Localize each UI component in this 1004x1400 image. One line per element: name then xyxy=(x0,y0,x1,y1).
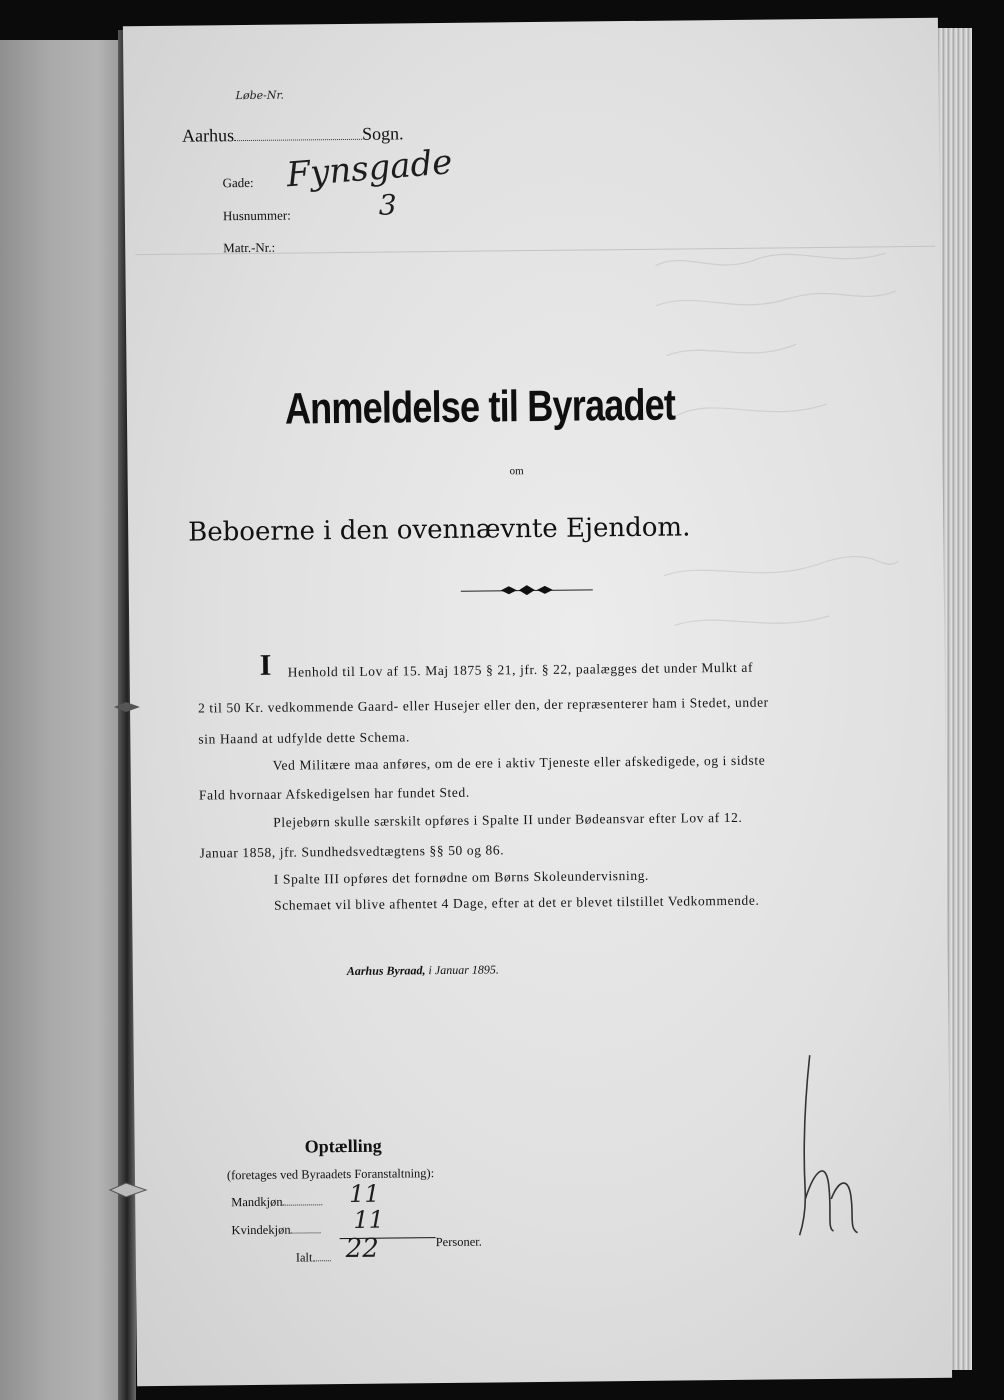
body-line-1: Henhold til Lov af 15. Maj 1875 § 21, jfr. § 22, paalægges det under Mulkt af xyxy=(287,659,754,680)
male-dots xyxy=(283,1204,323,1205)
female-row xyxy=(231,1222,320,1238)
lobe-nr-label: Løbe-Nr. xyxy=(235,88,285,103)
total-value: 22 xyxy=(345,1233,379,1265)
initials-scribble-icon xyxy=(786,1049,868,1240)
house-number-label: Husnummer: xyxy=(222,207,291,224)
bleed-through-text xyxy=(645,243,909,671)
page-subtitle: Beboerne i den ovennævnte Ejendom. xyxy=(188,512,691,548)
body-line-9: Schemaet vil blive afhentet 4 Dage, efter at det er blevet tilstillet Vedkommende. xyxy=(274,892,760,913)
street-label: Gade: xyxy=(222,174,254,191)
body-line-8: I Spalte III opføres det fornødne om Børns Skoleundervisning. xyxy=(273,867,650,887)
male-value: 11 xyxy=(348,1179,380,1208)
count-note: (foretages ved Byraadets Foranstaltning): xyxy=(226,1166,435,1183)
female-value: 11 xyxy=(353,1205,385,1234)
body-line-4: Ved Militære maa anføres, om de ere i aktiv Tjeneste eller afskedigede, og i sidste xyxy=(272,752,766,773)
parish-blank xyxy=(234,139,362,141)
body-line-3: sin Haand at udfylde dette Schema. xyxy=(198,729,411,747)
city-name: Aarhus xyxy=(181,125,235,146)
house-number-value: 3 xyxy=(378,188,397,222)
matr-nr-label: Matr.-Nr.: xyxy=(223,239,276,256)
binding-clip-icon xyxy=(108,1182,148,1198)
parish-label: Sogn. xyxy=(361,123,404,144)
female-label: Kvindekjøn xyxy=(231,1222,291,1238)
male-row xyxy=(231,1194,323,1210)
female-dots xyxy=(291,1232,321,1233)
street-value: Fynsgade xyxy=(285,142,454,196)
count-heading: Optælling xyxy=(304,1135,382,1157)
total-label: Ialt xyxy=(295,1250,313,1265)
male-label: Mandkjøn xyxy=(231,1194,283,1210)
total-row xyxy=(296,1250,331,1265)
ornament-diamond-icon xyxy=(501,585,553,596)
om-label: om xyxy=(509,465,524,478)
body-line-2: 2 til 50 Kr. vedkommende Gaard- eller Husejer eller den, der repræsenterer ham i Stedet, under xyxy=(197,694,769,716)
body-line-7: Januar 1858, jfr. Sundhedsvedtægtens §§ 50 og 86. xyxy=(199,842,505,861)
signature-date: i Januar 1895. xyxy=(428,962,499,978)
authority-signature xyxy=(347,962,499,979)
persons-label: Personer. xyxy=(435,1234,482,1250)
city-label xyxy=(182,123,404,146)
document-page xyxy=(123,18,952,1386)
dropcap: I xyxy=(259,648,272,682)
body-line-5: Fald hvornaar Afskedigelsen har fundet Sted. xyxy=(198,784,470,803)
authority-name: Aarhus Byraad, xyxy=(346,963,426,979)
page-title: Anmeldelse til Byraadet xyxy=(284,380,676,434)
left-page xyxy=(0,40,122,1400)
binding-clip-icon xyxy=(112,700,142,714)
total-dots xyxy=(313,1260,331,1261)
body-line-6: Plejebørn skulle særskilt opføres i Spalte II under Bødeansvar efter Lov af 12. xyxy=(273,809,743,830)
